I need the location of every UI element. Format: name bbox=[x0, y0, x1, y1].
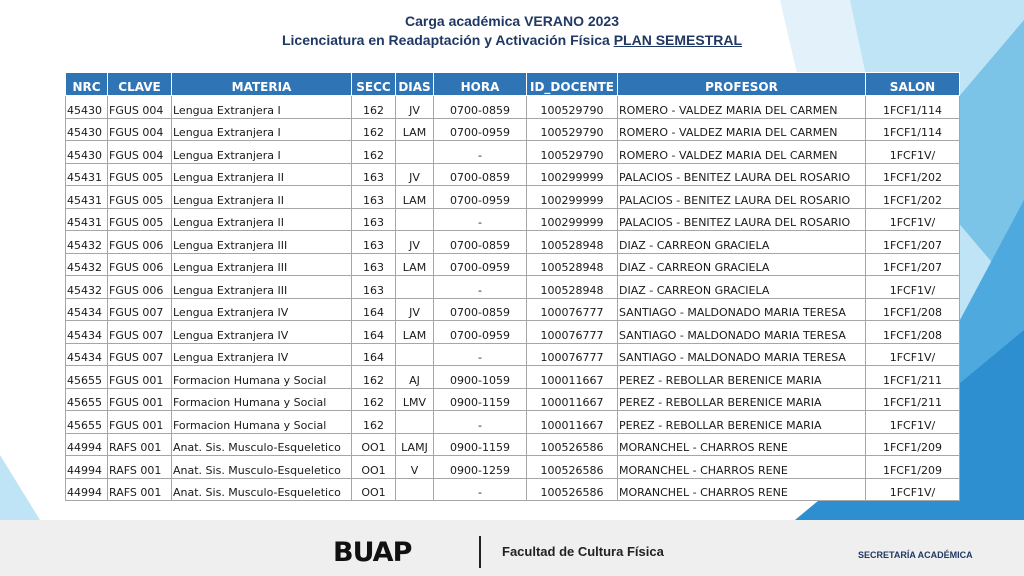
cell-salon: 1FCF1/209 bbox=[866, 433, 960, 456]
table-row bbox=[66, 343, 960, 366]
cell-hora: - bbox=[434, 478, 527, 501]
cell-profesor: MORANCHEL - CHARROS RENE bbox=[618, 433, 866, 456]
cell-secc: 162 bbox=[352, 366, 396, 389]
cell-nrc: 45431 bbox=[66, 186, 108, 209]
column-header-hora: HORA bbox=[434, 73, 527, 96]
cell-clave: RAFS 001 bbox=[108, 433, 172, 456]
cell-id-docente: 100299999 bbox=[527, 186, 618, 209]
cell-id-docente: 100076777 bbox=[527, 343, 618, 366]
cell-salon: 1FCF1/202 bbox=[866, 163, 960, 186]
cell-materia: Formacion Humana y Social bbox=[172, 366, 352, 389]
table-row bbox=[66, 253, 960, 276]
cell-salon: 1FCF1/114 bbox=[866, 118, 960, 141]
cell-secc: 164 bbox=[352, 343, 396, 366]
cell-id-docente: 100528948 bbox=[527, 231, 618, 254]
cell-id-docente: 100011667 bbox=[527, 366, 618, 389]
cell-id-docente: 100529790 bbox=[527, 118, 618, 141]
cell-dias bbox=[396, 141, 434, 164]
cell-materia: Lengua Extranjera IV bbox=[172, 321, 352, 344]
cell-secc: 162 bbox=[352, 411, 396, 434]
cell-clave: FGUS 001 bbox=[108, 388, 172, 411]
cell-materia: Anat. Sis. Musculo-Esqueletico bbox=[172, 478, 352, 501]
cell-nrc: 45434 bbox=[66, 343, 108, 366]
schedule-table bbox=[65, 72, 960, 501]
cell-clave: FGUS 006 bbox=[108, 276, 172, 299]
cell-secc: OO1 bbox=[352, 456, 396, 479]
cell-salon: 1FCF1/207 bbox=[866, 253, 960, 276]
cell-dias bbox=[396, 478, 434, 501]
cell-nrc: 45430 bbox=[66, 141, 108, 164]
cell-materia: Lengua Extranjera III bbox=[172, 253, 352, 276]
cell-secc: 162 bbox=[352, 96, 396, 119]
cell-secc: 163 bbox=[352, 186, 396, 209]
cell-secc: 163 bbox=[352, 253, 396, 276]
faculty-name: Facultad de Cultura Física bbox=[502, 544, 664, 559]
program-name: Licenciatura en Readaptación y Activación Física bbox=[281, 32, 610, 48]
cell-dias: V bbox=[396, 456, 434, 479]
cell-id-docente: 100076777 bbox=[527, 321, 618, 344]
cell-hora: 0900-1059 bbox=[434, 366, 527, 389]
cell-secc: OO1 bbox=[352, 433, 396, 456]
cell-clave: FGUS 006 bbox=[108, 231, 172, 254]
column-header-nrc: NRC bbox=[66, 73, 108, 96]
cell-secc: 163 bbox=[352, 163, 396, 186]
cell-materia: Lengua Extranjera IV bbox=[172, 343, 352, 366]
cell-hora: 0900-1159 bbox=[434, 388, 527, 411]
cell-dias: LAM bbox=[396, 118, 434, 141]
cell-materia: Lengua Extranjera II bbox=[172, 186, 352, 209]
cell-secc: 162 bbox=[352, 141, 396, 164]
cell-clave: FGUS 005 bbox=[108, 186, 172, 209]
cell-dias: JV bbox=[396, 298, 434, 321]
cell-profesor: ROMERO - VALDEZ MARIA DEL CARMEN bbox=[618, 96, 866, 119]
cell-profesor: SANTIAGO - MALDONADO MARIA TERESA bbox=[618, 321, 866, 344]
cell-id-docente: 100526586 bbox=[527, 478, 618, 501]
cell-clave: FGUS 007 bbox=[108, 321, 172, 344]
column-header-profesor: PROFESOR bbox=[618, 73, 866, 96]
cell-materia: Anat. Sis. Musculo-Esqueletico bbox=[172, 433, 352, 456]
cell-salon: 1FCF1/202 bbox=[866, 186, 960, 209]
cell-salon: 1FCF1V/ bbox=[866, 208, 960, 231]
cell-id-docente: 100529790 bbox=[527, 141, 618, 164]
cell-salon: 1FCF1V/ bbox=[866, 478, 960, 501]
cell-materia: Anat. Sis. Musculo-Esqueletico bbox=[172, 456, 352, 479]
column-header-clave: CLAVE bbox=[108, 73, 172, 96]
cell-materia: Lengua Extranjera II bbox=[172, 208, 352, 231]
cell-dias bbox=[396, 276, 434, 299]
cell-clave: FGUS 006 bbox=[108, 253, 172, 276]
cell-salon: 1FCF1/208 bbox=[866, 321, 960, 344]
cell-nrc: 45432 bbox=[66, 231, 108, 254]
cell-profesor: ROMERO - VALDEZ MARIA DEL CARMEN bbox=[618, 141, 866, 164]
cell-id-docente: 100299999 bbox=[527, 208, 618, 231]
cell-materia: Lengua Extranjera I bbox=[172, 96, 352, 119]
cell-materia: Formacion Humana y Social bbox=[172, 388, 352, 411]
cell-materia: Lengua Extranjera III bbox=[172, 231, 352, 254]
cell-secc: 162 bbox=[352, 118, 396, 141]
table-row bbox=[66, 298, 960, 321]
cell-nrc: 44994 bbox=[66, 478, 108, 501]
table-row bbox=[66, 411, 960, 434]
cell-secc: 162 bbox=[352, 388, 396, 411]
cell-profesor: DIAZ - CARREON GRACIELA bbox=[618, 276, 866, 299]
cell-clave: FGUS 001 bbox=[108, 411, 172, 434]
cell-clave: FGUS 004 bbox=[108, 118, 172, 141]
cell-profesor: MORANCHEL - CHARROS RENE bbox=[618, 478, 866, 501]
cell-clave: RAFS 001 bbox=[108, 456, 172, 479]
cell-hora: 0700-0859 bbox=[434, 163, 527, 186]
plan-label: PLAN SEMESTRAL bbox=[613, 32, 743, 48]
cell-dias bbox=[396, 208, 434, 231]
column-header-materia: MATERIA bbox=[172, 73, 352, 96]
cell-hora: 0700-0859 bbox=[434, 298, 527, 321]
cell-nrc: 45434 bbox=[66, 298, 108, 321]
cell-secc: 163 bbox=[352, 208, 396, 231]
cell-clave: FGUS 005 bbox=[108, 208, 172, 231]
table-header-row bbox=[66, 73, 960, 96]
cell-dias: JV bbox=[396, 231, 434, 254]
cell-clave: FGUS 007 bbox=[108, 343, 172, 366]
cell-dias bbox=[396, 343, 434, 366]
cell-secc: 164 bbox=[352, 321, 396, 344]
cell-hora: 0700-0859 bbox=[434, 96, 527, 119]
cell-profesor: PEREZ - REBOLLAR BERENICE MARIA bbox=[618, 388, 866, 411]
cell-salon: 1FCF1/207 bbox=[866, 231, 960, 254]
table-row bbox=[66, 456, 960, 479]
cell-dias: LAM bbox=[396, 186, 434, 209]
cell-clave: FGUS 001 bbox=[108, 366, 172, 389]
cell-dias: JV bbox=[396, 163, 434, 186]
cell-nrc: 45430 bbox=[66, 96, 108, 119]
cell-profesor: DIAZ - CARREON GRACIELA bbox=[618, 253, 866, 276]
cell-salon: 1FCF1V/ bbox=[866, 276, 960, 299]
cell-id-docente: 100299999 bbox=[527, 163, 618, 186]
cell-materia: Lengua Extranjera I bbox=[172, 141, 352, 164]
table-row bbox=[66, 186, 960, 209]
cell-hora: - bbox=[434, 208, 527, 231]
page-title: Carga académica VERANO 2023 bbox=[405, 13, 619, 29]
cell-materia: Lengua Extranjera I bbox=[172, 118, 352, 141]
cell-nrc: 45655 bbox=[66, 388, 108, 411]
cell-id-docente: 100528948 bbox=[527, 253, 618, 276]
cell-materia: Lengua Extranjera III bbox=[172, 276, 352, 299]
cell-salon: 1FCF1V/ bbox=[866, 343, 960, 366]
cell-clave: FGUS 005 bbox=[108, 163, 172, 186]
buap-logo: BUAP bbox=[333, 537, 412, 568]
title-block bbox=[0, 12, 1024, 50]
cell-dias: AJ bbox=[396, 366, 434, 389]
cell-nrc: 44994 bbox=[66, 456, 108, 479]
cell-profesor: PEREZ - REBOLLAR BERENICE MARIA bbox=[618, 366, 866, 389]
cell-secc: OO1 bbox=[352, 478, 396, 501]
cell-id-docente: 100011667 bbox=[527, 411, 618, 434]
cell-id-docente: 100526586 bbox=[527, 456, 618, 479]
cell-secc: 163 bbox=[352, 276, 396, 299]
left-corner-triangle bbox=[0, 455, 40, 520]
cell-id-docente: 100526586 bbox=[527, 433, 618, 456]
cell-id-docente: 100011667 bbox=[527, 388, 618, 411]
cell-salon: 1FCF1V/ bbox=[866, 141, 960, 164]
footer-divider bbox=[479, 536, 481, 568]
table-body bbox=[66, 96, 960, 501]
cell-hora: 0700-0959 bbox=[434, 253, 527, 276]
cell-dias bbox=[396, 411, 434, 434]
cell-dias: JV bbox=[396, 96, 434, 119]
cell-nrc: 45432 bbox=[66, 276, 108, 299]
cell-dias: LAM bbox=[396, 253, 434, 276]
page-subtitle bbox=[0, 30, 1024, 50]
cell-nrc: 45431 bbox=[66, 208, 108, 231]
cell-salon: 1FCF1/211 bbox=[866, 388, 960, 411]
cell-hora: 0900-1259 bbox=[434, 456, 527, 479]
column-header-dias: DIAS bbox=[396, 73, 434, 96]
table-row bbox=[66, 388, 960, 411]
cell-salon: 1FCF1/209 bbox=[866, 456, 960, 479]
cell-hora: - bbox=[434, 276, 527, 299]
cell-profesor: SANTIAGO - MALDONADO MARIA TERESA bbox=[618, 298, 866, 321]
cell-profesor: MORANCHEL - CHARROS RENE bbox=[618, 456, 866, 479]
cell-hora: - bbox=[434, 411, 527, 434]
table-row bbox=[66, 96, 960, 119]
table-row bbox=[66, 208, 960, 231]
cell-clave: FGUS 004 bbox=[108, 96, 172, 119]
cell-nrc: 45432 bbox=[66, 253, 108, 276]
cell-nrc: 45431 bbox=[66, 163, 108, 186]
cell-secc: 164 bbox=[352, 298, 396, 321]
column-header-id-docente: ID_DOCENTE bbox=[527, 73, 618, 96]
cell-nrc: 44994 bbox=[66, 433, 108, 456]
cell-profesor: PALACIOS - BENITEZ LAURA DEL ROSARIO bbox=[618, 208, 866, 231]
table-row bbox=[66, 231, 960, 254]
cell-hora: - bbox=[434, 343, 527, 366]
cell-salon: 1FCF1V/ bbox=[866, 411, 960, 434]
cell-clave: FGUS 004 bbox=[108, 141, 172, 164]
cell-id-docente: 100528948 bbox=[527, 276, 618, 299]
cell-hora: 0700-0859 bbox=[434, 231, 527, 254]
cell-materia: Formacion Humana y Social bbox=[172, 411, 352, 434]
column-header-secc: SECC bbox=[352, 73, 396, 96]
cell-hora: 0700-0959 bbox=[434, 118, 527, 141]
cell-profesor: DIAZ - CARREON GRACIELA bbox=[618, 231, 866, 254]
cell-id-docente: 100076777 bbox=[527, 298, 618, 321]
column-header-salon: SALON bbox=[866, 73, 960, 96]
cell-hora: 0700-0959 bbox=[434, 321, 527, 344]
cell-materia: Lengua Extranjera IV bbox=[172, 298, 352, 321]
cell-salon: 1FCF1/208 bbox=[866, 298, 960, 321]
cell-materia: Lengua Extranjera II bbox=[172, 163, 352, 186]
table-row bbox=[66, 163, 960, 186]
cell-nrc: 45655 bbox=[66, 411, 108, 434]
cell-dias: LAMJ bbox=[396, 433, 434, 456]
cell-salon: 1FCF1/211 bbox=[866, 366, 960, 389]
cell-profesor: PALACIOS - BENITEZ LAURA DEL ROSARIO bbox=[618, 163, 866, 186]
table-row bbox=[66, 433, 960, 456]
cell-secc: 163 bbox=[352, 231, 396, 254]
cell-nrc: 45430 bbox=[66, 118, 108, 141]
cell-clave: FGUS 007 bbox=[108, 298, 172, 321]
cell-hora: - bbox=[434, 141, 527, 164]
table-row bbox=[66, 366, 960, 389]
table-row bbox=[66, 141, 960, 164]
department-name: SECRETARÍA ACADÉMICA bbox=[858, 550, 973, 560]
table-row bbox=[66, 478, 960, 501]
table-row bbox=[66, 118, 960, 141]
cell-hora: 0700-0959 bbox=[434, 186, 527, 209]
cell-profesor: PALACIOS - BENITEZ LAURA DEL ROSARIO bbox=[618, 186, 866, 209]
cell-id-docente: 100529790 bbox=[527, 96, 618, 119]
cell-dias: LAM bbox=[396, 321, 434, 344]
cell-profesor: PEREZ - REBOLLAR BERENICE MARIA bbox=[618, 411, 866, 434]
cell-nrc: 45655 bbox=[66, 366, 108, 389]
cell-nrc: 45434 bbox=[66, 321, 108, 344]
cell-dias: LMV bbox=[396, 388, 434, 411]
cell-profesor: SANTIAGO - MALDONADO MARIA TERESA bbox=[618, 343, 866, 366]
cell-clave: RAFS 001 bbox=[108, 478, 172, 501]
table-row bbox=[66, 276, 960, 299]
table-row bbox=[66, 321, 960, 344]
cell-salon: 1FCF1/114 bbox=[866, 96, 960, 119]
cell-profesor: ROMERO - VALDEZ MARIA DEL CARMEN bbox=[618, 118, 866, 141]
cell-hora: 0900-1159 bbox=[434, 433, 527, 456]
